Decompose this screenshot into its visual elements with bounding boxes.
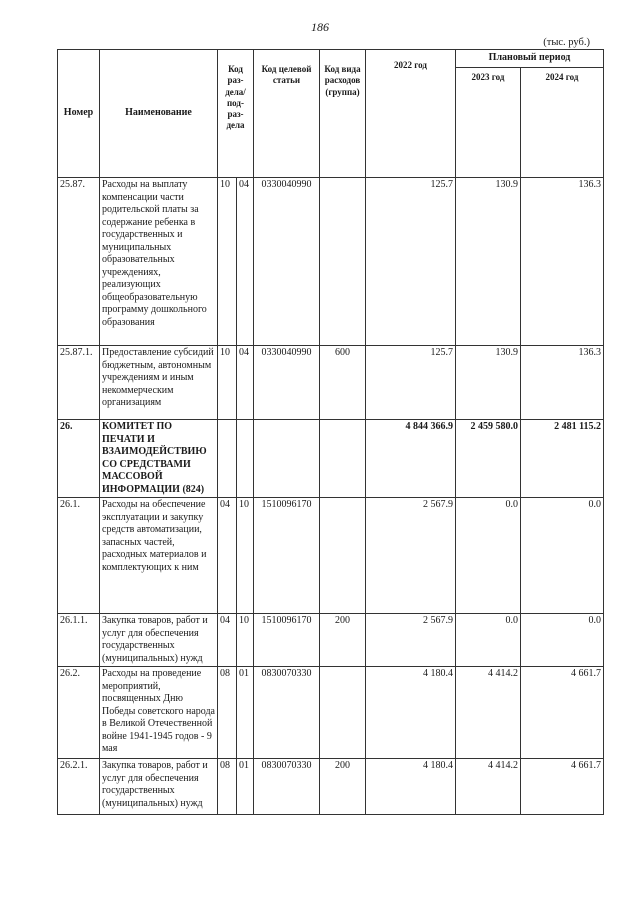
row-razdel: 08 bbox=[218, 667, 237, 759]
row-podrazdel: 01 bbox=[237, 759, 254, 815]
row-podrazdel bbox=[237, 420, 254, 498]
header-expense-type: Код вида расходов (группа) bbox=[320, 50, 366, 178]
header-2023: 2023 год bbox=[456, 68, 521, 178]
table-row bbox=[58, 498, 604, 614]
page-number: 186 bbox=[311, 20, 329, 34]
row-2024: 4 661.7 bbox=[521, 667, 604, 759]
row-2023: 130.9 bbox=[456, 178, 521, 346]
row-2023: 0.0 bbox=[456, 498, 521, 614]
row-expense-type: 200 bbox=[320, 614, 366, 667]
table-row bbox=[58, 667, 604, 759]
row-expense-type bbox=[320, 667, 366, 759]
row-razdel: 08 bbox=[218, 759, 237, 815]
row-target bbox=[254, 420, 320, 498]
header-number: Номер bbox=[58, 50, 100, 178]
table-row bbox=[58, 759, 604, 815]
row-name: Расходы на проведение мероприятий, посвященных Дню Победы советского народа в Великой Отечественной войне 1941-1945 годов - 9 мая bbox=[100, 667, 218, 759]
header-2024: 2024 год bbox=[521, 68, 604, 178]
header-name: Наименование bbox=[100, 50, 218, 178]
row-2022: 125.7 bbox=[366, 346, 456, 420]
row-2023: 0.0 bbox=[456, 614, 521, 667]
row-target: 0330040990 bbox=[254, 178, 320, 346]
row-target: 0330040990 bbox=[254, 346, 320, 420]
row-name: Предоставление субсидий бюджетным, автономным учреждениям и иным некоммерческим организациям bbox=[100, 346, 218, 420]
row-2022: 2 567.9 bbox=[366, 614, 456, 667]
row-2024: 2 481 115.2 bbox=[521, 420, 604, 498]
row-expense-type: 200 bbox=[320, 759, 366, 815]
table-row bbox=[58, 346, 604, 420]
row-razdel: 04 bbox=[218, 614, 237, 667]
row-number: 25.87. bbox=[58, 178, 100, 346]
row-podrazdel: 10 bbox=[237, 498, 254, 614]
row-name: Расходы на выплату компенсации части родительской платы за содержание ребенка в государственных и муниципальных образовательных учреждениях, реализующих общеобразовательную программу дошкольного образования bbox=[100, 178, 218, 346]
row-podrazdel: 10 bbox=[237, 614, 254, 667]
header-planned-period: Плановый период bbox=[456, 50, 604, 68]
row-2022: 4 844 366.9 bbox=[366, 420, 456, 498]
row-expense-type bbox=[320, 420, 366, 498]
row-name: Расходы на обеспечение эксплуатации и закупку средств автоматизации, запасных частей, расходных материалов и комплектующих к ним bbox=[100, 498, 218, 614]
row-2022: 4 180.4 bbox=[366, 667, 456, 759]
row-2024: 136.3 bbox=[521, 178, 604, 346]
row-name: Закупка товаров, работ и услуг для обеспечения государственных (муниципальных) нужд bbox=[100, 759, 218, 815]
row-target: 1510096170 bbox=[254, 498, 320, 614]
row-razdel: 10 bbox=[218, 346, 237, 420]
row-target: 0830070330 bbox=[254, 667, 320, 759]
header-2022: 2022 год bbox=[366, 50, 456, 178]
row-2022: 125.7 bbox=[366, 178, 456, 346]
row-2022: 4 180.4 bbox=[366, 759, 456, 815]
row-number: 26.2. bbox=[58, 667, 100, 759]
table-row bbox=[58, 614, 604, 667]
row-2024: 136.3 bbox=[521, 346, 604, 420]
budget-table bbox=[57, 49, 604, 815]
row-2023: 4 414.2 bbox=[456, 759, 521, 815]
row-podrazdel: 04 bbox=[237, 178, 254, 346]
header-target: Код целевой статьи bbox=[254, 50, 320, 178]
row-expense-type: 600 bbox=[320, 346, 366, 420]
row-podrazdel: 01 bbox=[237, 667, 254, 759]
row-name: КОМИТЕТ ПО ПЕЧАТИ И ВЗАИМОДЕЙСТВИЮ СО СРЕДСТВАМИ МАССОВОЙ ИНФОРМАЦИИ (824) bbox=[100, 420, 218, 498]
row-name: Закупка товаров, работ и услуг для обеспечения государственных (муниципальных) нужд bbox=[100, 614, 218, 667]
row-number: 26. bbox=[58, 420, 100, 498]
row-razdel bbox=[218, 420, 237, 498]
row-2023: 4 414.2 bbox=[456, 667, 521, 759]
row-2023: 130.9 bbox=[456, 346, 521, 420]
table-row bbox=[58, 420, 604, 498]
row-2024: 4 661.7 bbox=[521, 759, 604, 815]
row-target: 0830070330 bbox=[254, 759, 320, 815]
row-razdel: 04 bbox=[218, 498, 237, 614]
row-razdel: 10 bbox=[218, 178, 237, 346]
row-target: 1510096170 bbox=[254, 614, 320, 667]
table-row bbox=[58, 178, 604, 346]
row-2023: 2 459 580.0 bbox=[456, 420, 521, 498]
row-2024: 0.0 bbox=[521, 498, 604, 614]
row-number: 26.1. bbox=[58, 498, 100, 614]
row-number: 25.87.1. bbox=[58, 346, 100, 420]
row-podrazdel: 04 bbox=[237, 346, 254, 420]
row-expense-type bbox=[320, 498, 366, 614]
row-number: 26.2.1. bbox=[58, 759, 100, 815]
row-number: 26.1.1. bbox=[58, 614, 100, 667]
row-2022: 2 567.9 bbox=[366, 498, 456, 614]
row-expense-type bbox=[320, 178, 366, 346]
header-section: Код раз-дела/ под-раз-дела bbox=[218, 50, 254, 178]
row-2024: 0.0 bbox=[521, 614, 604, 667]
units-label: (тыс. руб.) bbox=[543, 37, 590, 48]
